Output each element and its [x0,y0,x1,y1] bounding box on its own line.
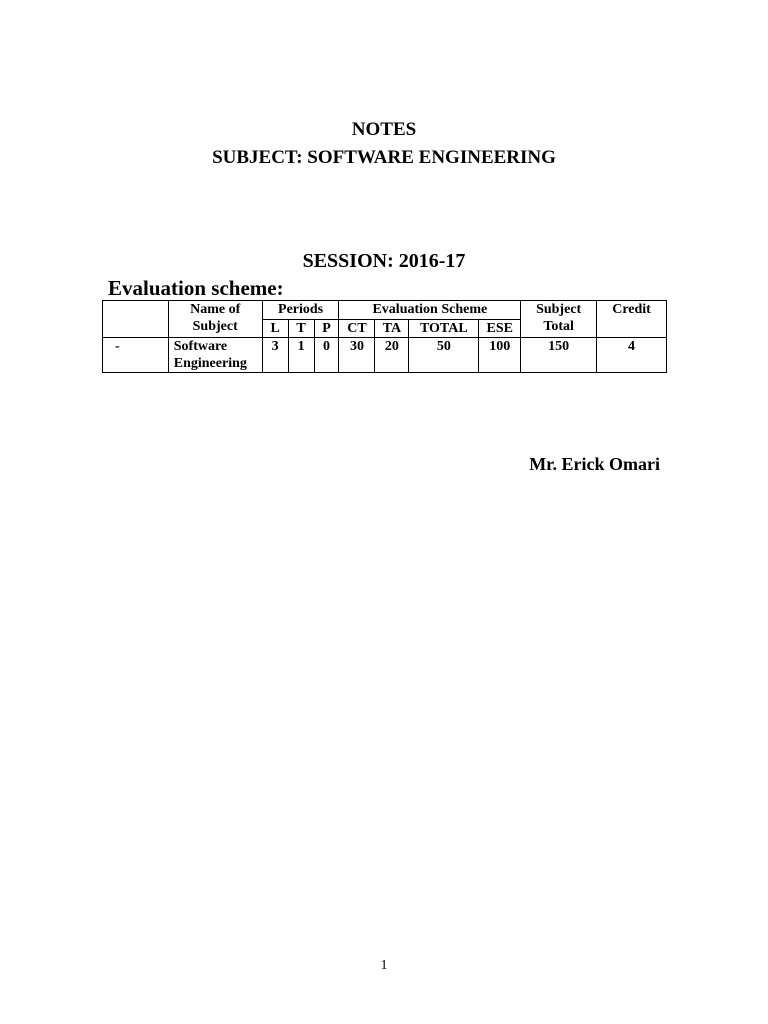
evaluation-heading: Evaluation scheme: [108,276,284,300]
cell-subject-total: 150 [521,338,597,373]
cell-l: 3 [262,338,288,373]
header-ta: TA [375,320,409,338]
cell-total: 50 [409,338,479,373]
cell-sno: - [103,338,169,373]
cell-ta: 20 [375,338,409,373]
document-title: NOTES [351,119,417,140]
cell-subject-name: Software Engineering [168,338,262,373]
header-evaluation-scheme: Evaluation Scheme [339,301,521,320]
cell-credit: 4 [597,338,667,373]
cell-ese: 100 [479,338,521,373]
header-p: P [314,320,339,338]
cell-ct: 30 [339,338,375,373]
header-sno [103,301,169,338]
header-ct: CT [339,320,375,338]
header-l: L [262,320,288,338]
header-periods: Periods [262,301,339,320]
page-number: 1 [380,958,388,973]
header-credit: Credit [597,301,667,338]
cell-p: 0 [314,338,339,373]
author-name: Mr. Erick Omari [529,454,660,474]
session-label: SESSION: 2016-17 [302,250,466,272]
header-ese: ESE [479,320,521,338]
header-total: TOTAL [409,320,479,338]
evaluation-table [102,300,667,373]
cell-t: 1 [288,338,314,373]
document-subject: SUBJECT: SOFTWARE ENGINEERING [212,147,556,168]
table-row [103,338,667,373]
header-t: T [288,320,314,338]
header-name-of-subject: Name of Subject [168,301,262,338]
header-subject-total: Subject Total [521,301,597,338]
